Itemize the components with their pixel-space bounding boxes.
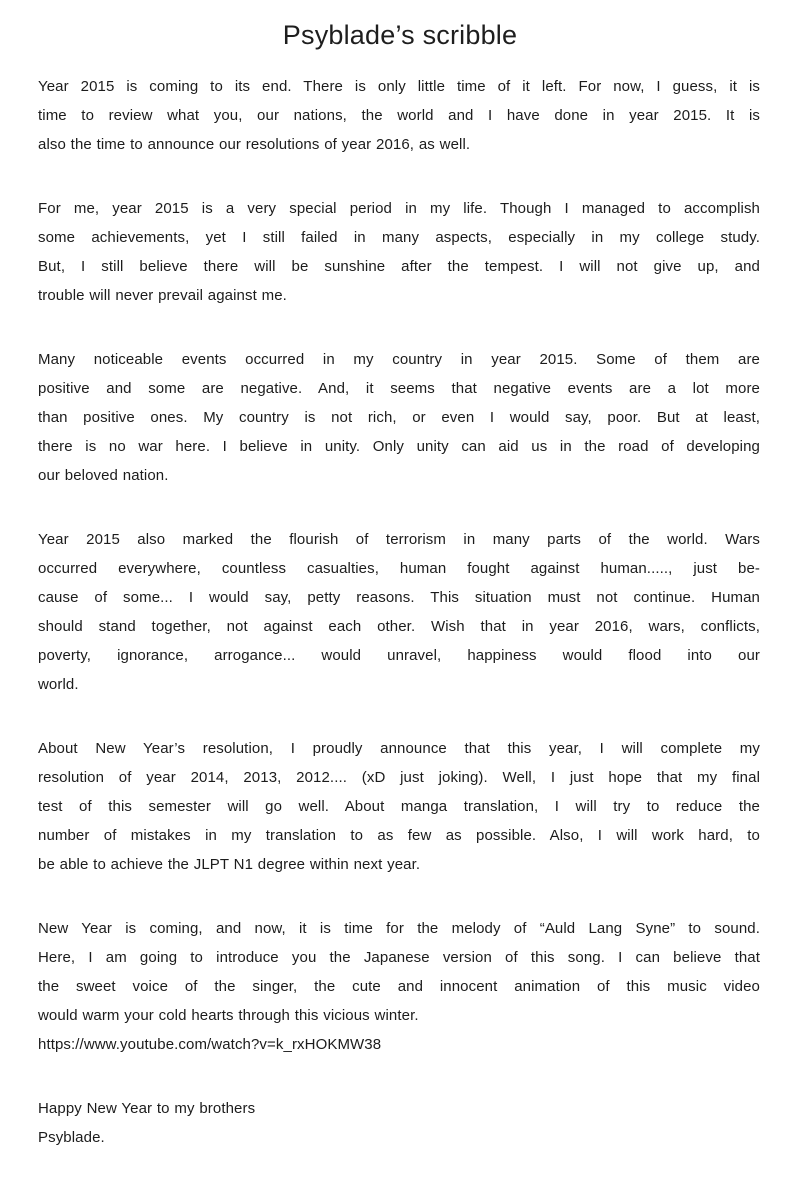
text-line: But, I still believe there will be sunshine after the tempest. I will not give up, and <box>38 258 760 275</box>
document-body <box>38 72 760 1152</box>
text-line: resolution of year 2014, 2013, 2012.... (xD just joking). Well, I just hope that my final <box>38 769 760 786</box>
signature: Psyblade. <box>38 1129 105 1146</box>
text-line: the sweet voice of the singer, the cute and innocent animation of this music video <box>38 978 760 995</box>
text-line: Year 2015 also marked the flourish of terrorism in many parts of the world. Wars <box>38 531 760 548</box>
paragraph-closing <box>38 1094 760 1152</box>
text-line: number of mistakes in my translation to as few as possible. Also, I will work hard, to <box>38 827 760 844</box>
text-line: Many noticeable events occurred in my country in year 2015. Some of them are <box>38 351 760 368</box>
paragraph-new-year-resolution <box>38 734 760 879</box>
text-line: time to review what you, our nations, the world and I have done in year 2015. It is <box>38 107 760 124</box>
text-line: should stand together, not against each other. Wish that in year 2016, wars, conflicts, <box>38 618 760 635</box>
text-line: world. <box>38 676 79 693</box>
text-line: cause of some... I would say, petty reasons. This situation must not continue. Human <box>38 589 760 606</box>
text-line: For me, year 2015 is a very special period in my life. Though I managed to accomplish <box>38 200 760 217</box>
paragraph-auld-lang-syne <box>38 914 760 1059</box>
text-line: there is no war here. I believe in unity. Only unity can aid us in the road of developing <box>38 438 760 455</box>
paragraph-country-events <box>38 345 760 490</box>
text-line: Year 2015 is coming to its end. There is only little time of it left. For now, I guess, it is <box>38 78 760 95</box>
text-line: test of this semester will go well. About manga translation, I will try to reduce the <box>38 798 760 815</box>
text-line: Happy New Year to my brothers <box>38 1100 256 1117</box>
text-line: poverty, ignorance, arrogance... would unravel, happiness would flood into our <box>38 647 760 664</box>
text-line: some achievements, yet I still failed in many aspects, especially in my college study. <box>38 229 760 246</box>
text-line: also the time to announce our resolutions of year 2016, as well. <box>38 136 471 153</box>
page-title: Psyblade’s scribble <box>282 20 518 50</box>
text-line: our beloved nation. <box>38 467 169 484</box>
text-line: trouble will never prevail against me. <box>38 287 287 304</box>
text-line: would warm your cold hearts through this vicious winter. <box>38 1007 419 1024</box>
text-line: occurred everywhere, countless casualties, human fought against human....., just be- <box>38 560 760 577</box>
text-line: be able to achieve the JLPT N1 degree within next year. <box>38 856 421 873</box>
text-line: Here, I am going to introduce you the Japanese version of this song. I can believe that <box>38 949 760 966</box>
text-line: About New Year’s resolution, I proudly announce that this year, I will complete my <box>38 740 760 757</box>
paragraph-world-events <box>38 525 760 699</box>
youtube-url: https://www.youtube.com/watch?v=k_rxHOKMW38 <box>38 1036 382 1053</box>
text-line: than positive ones. My country is not rich, or even I would say, poor. But at least, <box>38 409 760 426</box>
paragraph-personal-review <box>38 194 760 310</box>
paragraph-intro <box>38 72 760 159</box>
text-line: positive and some are negative. And, it seems that negative events are a lot more <box>38 380 760 397</box>
text-line: New Year is coming, and now, it is time for the melody of “Auld Lang Syne” to sound. <box>38 920 760 937</box>
